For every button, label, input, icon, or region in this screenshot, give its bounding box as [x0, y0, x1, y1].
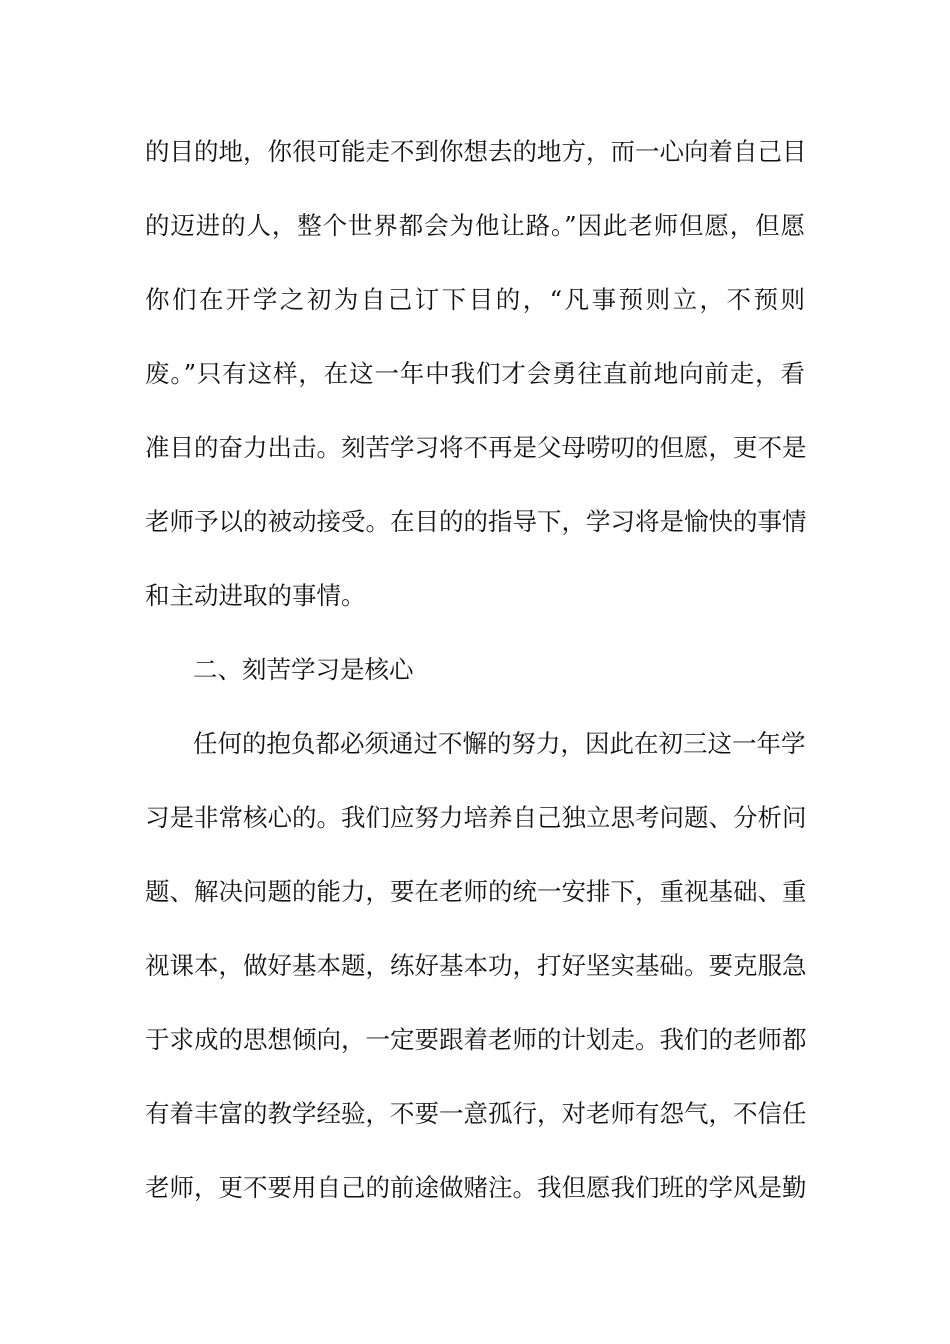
paragraph-line: 有着丰富的教学经验，不要一意孤行，对老师有怨气，不信任 [145, 1099, 807, 1128]
paragraph-line: 视课本，做好基本题，练好基本功，打好坚实基础。要克服急 [145, 951, 807, 980]
paragraph-line: 和主动进取的事情。 [145, 581, 366, 610]
paragraph-line: 任何的抱负都必须通过不懈的努力，因此在初三这一年学 [193, 729, 806, 758]
paragraph-line: 老师，更不要用自己的前途做赌注。我但愿我们班的学风是勤 [145, 1173, 807, 1202]
paragraph-line: 准目的奋力出击。刻苦学习将不再是父母唠叨的但愿，更不是 [145, 433, 807, 462]
paragraph-line: 习是非常核心的。我们应努力培养自己独立思考问题、分析问 [145, 803, 807, 832]
paragraph-line: 废。”只有这样，在这一年中我们才会勇往直前地向前走，看 [145, 359, 805, 388]
paragraph-line: 老师予以的被动接受。在目的的指导下，学习将是愉快的事情 [145, 507, 807, 536]
paragraph-line: 题、解决问题的能力，要在老师的统一安排下，重视基础、重 [145, 877, 807, 906]
paragraph-line: 于求成的思想倾向，一定要跟着老师的计划走。我们的老师都 [145, 1025, 807, 1054]
section-heading: 二、刻苦学习是核心 [193, 655, 414, 684]
paragraph-line: 的迈进的人，整个世界都会为他让路。”因此老师但愿，但愿 [145, 211, 805, 240]
paragraph-line: 的目的地，你很可能走不到你想去的地方，而一心向着自己目 [145, 137, 807, 166]
paragraph-line: 你们在开学之初为自己订下目的，“凡事预则立，不预则 [145, 285, 805, 314]
